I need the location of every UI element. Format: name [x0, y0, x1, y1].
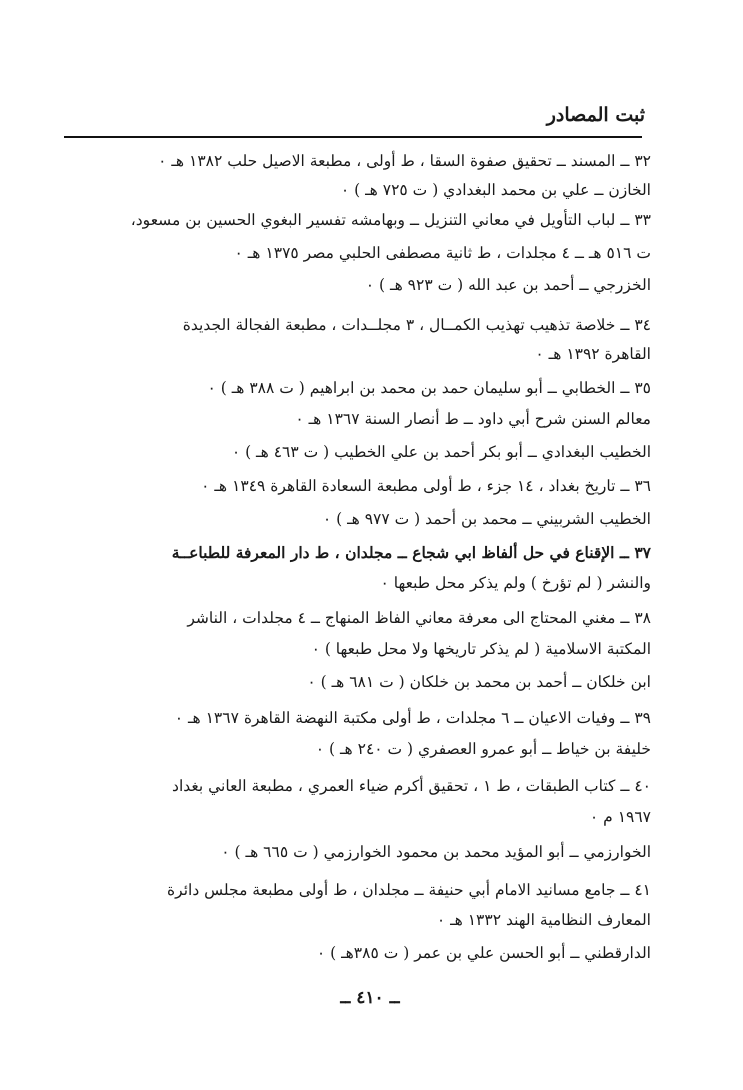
text-line: الخطيب البغدادي ــ أبو بكر أحمد بن علي الخطيب ( ت ٤٦٣ هـ ) ٠	[231, 443, 651, 461]
text-line: الخزرجي ــ أحمد بن عبد الله ( ت ٩٢٣ هـ ) ٠	[365, 276, 651, 294]
text-line: الخوارزمي ــ أبو المؤيد محمد بن محمود الخوارزمي ( ت ٦٦٥ هـ ) ٠	[221, 843, 651, 861]
text-line: معالم السنن شرح أبي داود ــ ط أنصار السنة ١٣٦٧ هـ ٠	[295, 410, 651, 428]
text-line: ٤١ ــ جامع مسانيد الامام أبي حنيفة ــ مجلدان ، ط أولى مطبعة مجلس دائرة	[167, 881, 651, 899]
text-line: ٣٧ ــ الإقناع في حل ألفاظ ابي شجاع ــ مجلدان ، ط دار المعرفة للطباعــة	[171, 543, 651, 562]
text-line: والنشر ( لم تؤرخ ) ولم يذكر محل طبعها ٠	[380, 574, 651, 592]
text-line: ٣٤ ــ خلاصة تذهيب تهذيب الكمــال ، ٣ مجلــدات ، مطبعة الفجالة الجديدة	[182, 316, 651, 334]
text-line: ابن خلكان ــ أحمد بن محمد بن خلكان ( ت ٦٨١ هـ ) ٠	[307, 673, 651, 691]
text-line: ٣٣ ــ لباب التأويل في معاني التنزيل ــ وبهامشه تفسير البغوي الحسين بن مسعود،	[130, 211, 651, 229]
text-line: ٣٥ ــ الخطابي ــ أبو سليمان حمد بن محمد بن ابراهيم ( ت ٣٨٨ هـ ) ٠	[207, 379, 651, 397]
text-line: ١٩٦٧ م ٠	[589, 808, 651, 826]
text-line: ٣٢ ــ المسند ــ تحقيق صفوة السقا ، ط أولى ، مطبعة الاصيل حلب ١٣٨٢ هـ ٠	[158, 152, 651, 170]
text-line: الخطيب الشربيني ــ محمد بن أحمد ( ت ٩٧٧ هـ ) ٠	[322, 510, 651, 528]
header-divider	[64, 136, 642, 138]
text-line: ٤٠ ــ كتاب الطبقات ، ط ١ ، تحقيق أكرم ضياء العمري ، مطبعة العاني بغداد	[172, 777, 651, 795]
text-line: ٣٩ ــ وفيات الاعيان ــ ٦ مجلدات ، ط أولى مكتبة النهضة القاهرة ١٣٦٧ هـ ٠	[174, 709, 651, 727]
text-line: القاهرة ١٣٩٢ هـ ٠	[535, 345, 651, 363]
text-line: ٣٦ ــ تاريخ بغداد ، ١٤ جزء ، ط أولى مطبعة السعادة القاهرة ١٣٤٩ هـ ٠	[201, 477, 651, 495]
text-line: ت ٥١٦ هـ ــ ٤ مجلدات ، ط ثانية مصطفى الحلبي مصر ١٣٧٥ هـ ٠	[234, 244, 651, 262]
page-number: ــ ٤١٠ ــ	[340, 988, 400, 1008]
text-line: ٣٨ ــ مغني المحتاج الى معرفة معاني الفاظ المنهاج ــ ٤ مجلدات ، الناشر	[187, 609, 651, 627]
page-header-title: ثبت المصادر	[546, 104, 645, 126]
text-line: الخازن ــ علي بن محمد البغدادي ( ت ٧٢٥ هـ ) ٠	[340, 181, 651, 199]
text-line: المعارف النظامية الهند ١٣٣٢ هـ ٠	[436, 911, 651, 929]
text-line: خليفة بن خياط ــ أبو عمرو العصفري ( ت ٢٤٠ هـ ) ٠	[315, 740, 651, 758]
text-line: الدارقطني ــ أبو الحسن علي بن عمر ( ت ٣٨٥هـ ) ٠	[316, 944, 651, 962]
text-line: المكتبة الاسلامية ( لم يذكر تاريخها ولا محل طبعها ) ٠	[311, 640, 651, 658]
